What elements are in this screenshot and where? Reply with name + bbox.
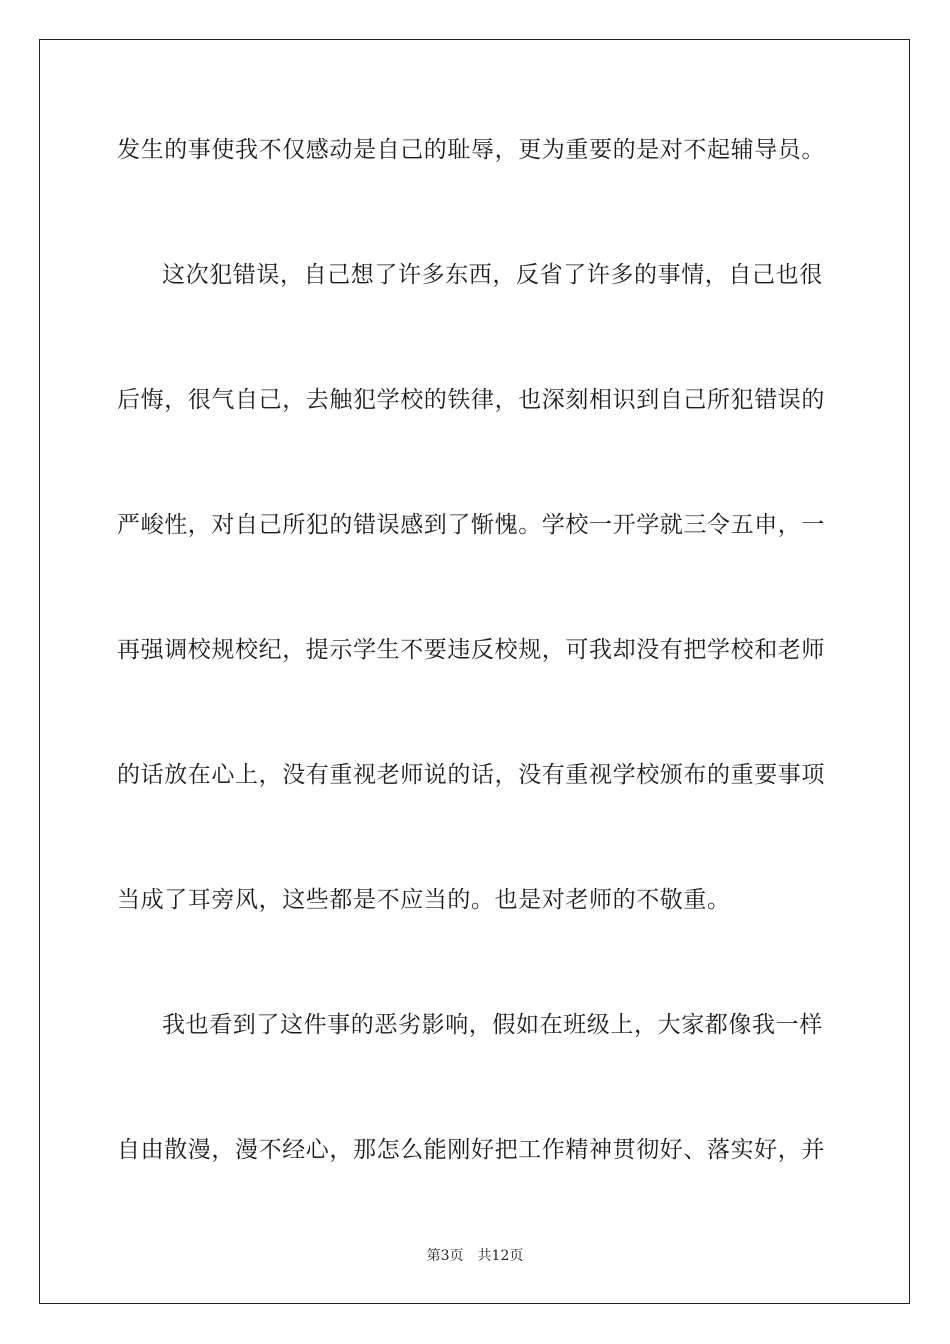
paragraph-start-line: 这次犯错误，自己想了许多东西，反省了许多的事情，自己也很 [162,262,823,288]
page-footer [0,1247,950,1265]
text-line: 严峻性，对自己所犯的错误感到了惭愧。学校一开学就三令五申，一 [117,512,825,538]
text-line: 再强调校规校纪，提示学生不要违反校规，可我却没有把学校和老师 [117,637,825,663]
text-line: 发生的事使我不仅感动是自己的耻辱，更为重要的是对不起辅导员。 [117,137,825,163]
text-line: 后悔，很气自己，去触犯学校的铁律，也深刻相识到自己所犯错误的 [117,387,825,413]
page-border [39,39,910,1304]
text-line: 当成了耳旁风，这些都是不应当的。也是对老师的不敬重。 [117,887,731,913]
text-line: 的话放在心上，没有重视老师说的话，没有重视学校颁布的重要事项 [117,762,825,788]
page-total: 共12页 [477,1248,524,1264]
paragraph-start-line: 我也看到了这件事的恶劣影响，假如在班级上，大家都像我一样 [162,1012,823,1038]
page-number: 第3页 [426,1248,464,1264]
text-line: 自由散漫，漫不经心，那怎么能刚好把工作精神贯彻好、落实好，并 [117,1137,825,1163]
